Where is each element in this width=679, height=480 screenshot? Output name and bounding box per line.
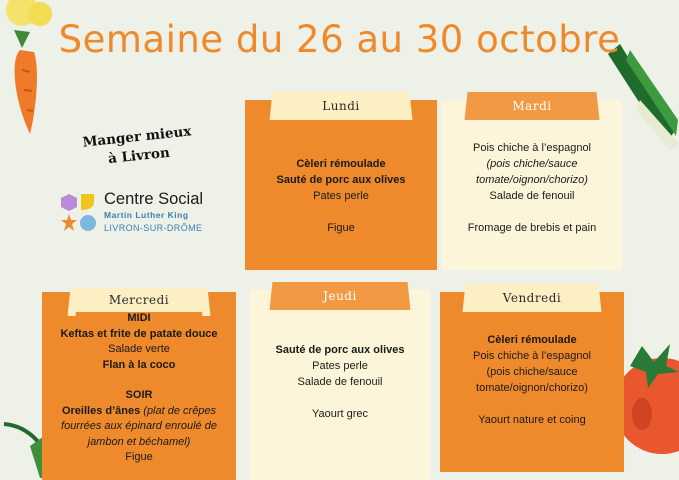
menu-item: Figue bbox=[125, 451, 153, 463]
menu-item-note: tomate/oignon/chorizo) bbox=[476, 174, 588, 186]
meal-heading-midi: MIDI bbox=[127, 312, 151, 324]
day-tab-jeudi: Jeudi bbox=[277, 282, 403, 310]
meal-heading-soir: SOIR bbox=[125, 389, 153, 401]
menu-item: Pates perle bbox=[313, 190, 369, 202]
day-card-mercredi bbox=[42, 292, 236, 480]
menu-item: Fromage de brebis et pain bbox=[467, 222, 597, 234]
menu-item: Yaourt nature et coing bbox=[478, 414, 586, 426]
day-tab-vendredi: Vendredi bbox=[470, 284, 594, 312]
brand-block bbox=[58, 123, 208, 233]
day-card-vendredi bbox=[440, 292, 624, 472]
org-city: LIVRON-SUR-DRÔME bbox=[104, 223, 203, 233]
menu-item: Figue bbox=[327, 222, 355, 234]
day-card-lundi bbox=[245, 100, 437, 270]
menu-item: Pois chiche à l’espagnol bbox=[472, 142, 592, 154]
tagline: Manger mieux à Livron bbox=[81, 123, 193, 168]
day-tab-lundi: Lundi bbox=[277, 92, 405, 120]
org-name: Centre Social bbox=[104, 190, 204, 208]
page-title: Semaine du 26 au 30 octobre bbox=[58, 18, 621, 61]
menu-item: Salade de fenouil bbox=[489, 190, 575, 202]
day-card-mardi bbox=[442, 100, 622, 270]
org-subtitle: Martin Luther King bbox=[104, 210, 189, 220]
menu-item: Cèleri rémoulade bbox=[296, 158, 386, 170]
logo-shapes-icon bbox=[58, 192, 100, 234]
menu-item: Salade verte bbox=[108, 343, 170, 355]
day-card-jeudi bbox=[250, 290, 430, 480]
menu-item-note: (pois chiche/sauce bbox=[486, 158, 578, 170]
menu-item: Sauté de porc aux olives bbox=[276, 174, 406, 186]
menu-item: Salade de fenouil bbox=[297, 376, 383, 388]
menu-item: Oreilles d’ânes bbox=[61, 404, 141, 417]
day-tab-mercredi: Mercredi bbox=[75, 288, 203, 312]
menu-item-note: (plat de crêpes bbox=[143, 404, 217, 417]
menu-item-note: tomate/oignon/chorizo) bbox=[476, 382, 588, 394]
menu-item-note: (pois chiche/sauce bbox=[486, 366, 578, 378]
menu-item: Flan à la coco bbox=[102, 358, 176, 371]
day-tab-mardi: Mardi bbox=[472, 92, 592, 120]
menu-item: Pois chiche à l’espagnol bbox=[472, 350, 592, 362]
menu-item-note: jambon et béchamel) bbox=[87, 435, 191, 448]
menu-item: Sauté de porc aux olives bbox=[275, 344, 405, 356]
menu-item-note: fourrées aux épinard enroulé de bbox=[61, 420, 217, 432]
menu-item: Yaourt grec bbox=[311, 408, 369, 420]
menu-item: Cèleri rémoulade bbox=[487, 334, 577, 346]
menu-item: Pates perle bbox=[312, 360, 368, 372]
organization-logo bbox=[58, 190, 208, 240]
menu-item: Keftas et frite de patate douce bbox=[60, 327, 218, 340]
